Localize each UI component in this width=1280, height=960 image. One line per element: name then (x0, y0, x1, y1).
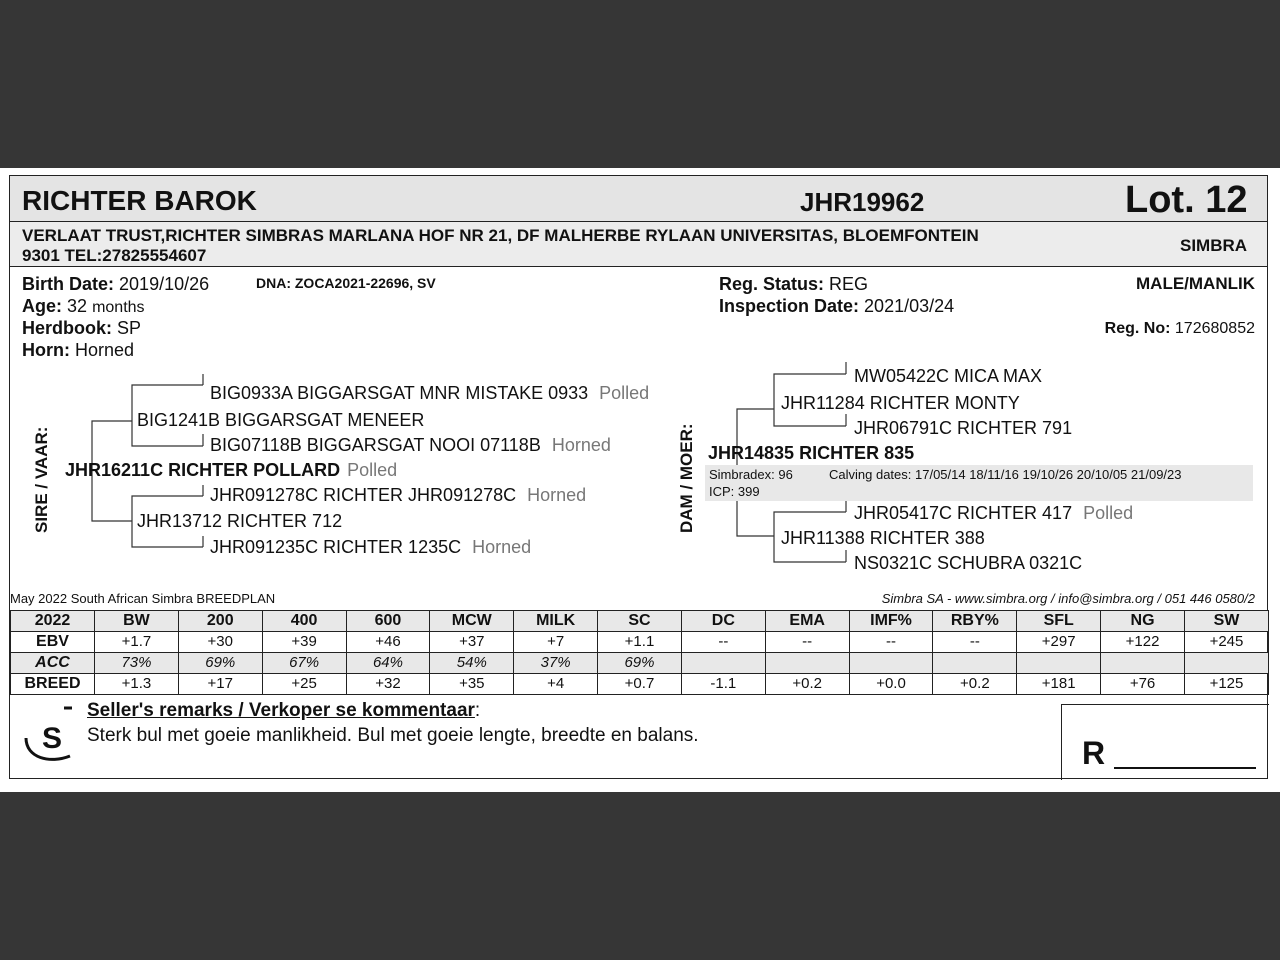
ebv-header-cell: IMF% (849, 611, 933, 632)
sire-sire: BIG1241B BIGGARSGAT MENEER (137, 410, 425, 430)
acc-cell (933, 653, 1017, 674)
breed-cell: -1.1 (681, 674, 765, 695)
breed-cell: +125 (1184, 674, 1268, 695)
acc-cell (765, 653, 849, 674)
catalogue-sheet (0, 168, 1280, 792)
lot-card (9, 175, 1268, 779)
sire-dam-dam-name: JHR091235C RICHTER 1235C (210, 537, 462, 557)
herdbook-label: Herdbook: (22, 318, 112, 338)
breed-cell: +17 (178, 674, 262, 695)
sire-dam-sire-horn: Horned (527, 485, 587, 505)
ebv-cell: -- (765, 632, 849, 653)
breed-cell: +25 (262, 674, 346, 695)
ebv-cell: -- (849, 632, 933, 653)
sire-sire-sire-horn: Polled (599, 383, 650, 403)
ebv-cell: +1.7 (95, 632, 179, 653)
reg-status-value: REG (829, 274, 869, 294)
dam-dam: JHR11388 RICHTER 388 (781, 528, 985, 548)
ebv-table (10, 610, 1269, 695)
remarks-title: Seller's remarks / Verkoper se kommentaar (87, 700, 475, 721)
breed-cell: +0.7 (598, 674, 682, 695)
ebv-cell: +7 (514, 632, 598, 653)
dam-performance-box (705, 465, 1253, 501)
sire-dam-sire (210, 485, 586, 506)
ebv-header-cell: SFL (1017, 611, 1101, 632)
acc-cell: 67% (262, 653, 346, 674)
dam-icp: ICP: 399 (709, 484, 760, 499)
breed-cell: +1.3 (95, 674, 179, 695)
sire-side-label: SIRE / VAAR: (32, 426, 51, 533)
breed-cell: +35 (430, 674, 514, 695)
dam-name: JHR14835 RICHTER 835 (708, 443, 915, 463)
ebv-header-cell: SC (598, 611, 682, 632)
ebv-cell: +39 (262, 632, 346, 653)
acc-cell (1101, 653, 1185, 674)
breed-label: SIMBRA (1180, 236, 1248, 255)
ebv-cell: -- (933, 632, 1017, 653)
dam-side-label: DAM / MOER: (677, 423, 696, 533)
ebv-header-cell: MILK (514, 611, 598, 632)
herdbook-value: SP (117, 318, 142, 338)
ebv-cell: +297 (1017, 632, 1101, 653)
animal-name: RICHTER BAROK (22, 185, 257, 216)
acc-cell: 37% (514, 653, 598, 674)
breed-cell: +0.2 (933, 674, 1017, 695)
acc-row (11, 653, 1269, 674)
sire (65, 460, 397, 481)
sire-dam-sire-name: JHR091278C RICHTER JHR091278C (210, 485, 517, 505)
remarks-text: Sterk bul met goeie manlikheid. Bul met goeie lengte, breedte en balans. (87, 725, 699, 746)
breed-cell: +32 (346, 674, 430, 695)
animal-id: JHR19962 (800, 187, 925, 217)
age-unit: months (92, 299, 145, 316)
sire-sire-dam (210, 435, 611, 456)
inspection-value: 2021/03/24 (864, 296, 955, 316)
breed-cell: BREED (11, 674, 95, 695)
breed-cell: +0.0 (849, 674, 933, 695)
ebv-header-cell: BW (95, 611, 179, 632)
sire-horn: Polled (347, 460, 398, 480)
acc-cell: ACC (11, 653, 95, 674)
price-input-line[interactable] (1114, 767, 1256, 769)
logo-letter: S (42, 722, 63, 755)
sex: MALE/MANLIK (1136, 274, 1255, 293)
lot-number: Lot. 12 (1125, 179, 1248, 221)
ebv-row (11, 632, 1269, 653)
acc-cell (849, 653, 933, 674)
ebv-cell: EBV (11, 632, 95, 653)
owner-line1: VERLAAT TRUST,RICHTER SIMBRAS MARLANA HOF NR 21, DF MALHERBE RYLAAN UNIVERSITAS, BLOEMFONTEIN (22, 226, 979, 245)
remarks-section (10, 698, 1061, 780)
ebv-cell: +122 (1101, 632, 1185, 653)
ebv-header-cell: 200 (178, 611, 262, 632)
reg-no-label: Reg. No: (1104, 320, 1171, 337)
acc-cell: 69% (598, 653, 682, 674)
ebv-header-cell: RBY% (933, 611, 1017, 632)
ebv-header-cell: 600 (346, 611, 430, 632)
dam-simbradex: Simbradex: 96 (709, 467, 793, 482)
ebv-header-cell: MCW (430, 611, 514, 632)
sire-dam-dam-horn: Horned (472, 537, 532, 557)
ebv-cell: +30 (178, 632, 262, 653)
acc-cell: 73% (95, 653, 179, 674)
price-box (1061, 704, 1269, 780)
breed-cell: +181 (1017, 674, 1101, 695)
reg-status-label: Reg. Status: (719, 274, 825, 294)
ebv-header-cell: 2022 (11, 611, 95, 632)
horn-value: Horned (75, 340, 135, 360)
dam-dam-sire-name: JHR05417C RICHTER 417 (854, 503, 1073, 523)
dam-dam-sire-horn: Polled (1083, 503, 1134, 523)
breed-cell: +4 (514, 674, 598, 695)
ebv-cell: +245 (1184, 632, 1268, 653)
dam-calving-dates: Calving dates: 17/05/14 18/11/16 19/10/26 20/10/05 21/09/23 (829, 467, 1182, 482)
breedplan-contact: Simbra SA - www.simbra.org / info@simbra.org / 051 446 0580/2 (881, 591, 1255, 606)
birth-date-label: Birth Date: (22, 274, 115, 294)
acc-cell: 54% (430, 653, 514, 674)
age-label: Age: (22, 296, 62, 316)
sire-dam: JHR13712 RICHTER 712 (137, 511, 343, 531)
sire-dam-dam (210, 537, 531, 558)
breed-cell: +76 (1101, 674, 1185, 695)
sire-sire-sire (210, 383, 649, 404)
breed-cell: +0.2 (765, 674, 849, 695)
sire-sire-sire-name: BIG0933A BIGGARSGAT MNR MISTAKE 0933 (210, 383, 589, 403)
simbra-logo-icon (20, 702, 76, 768)
remarks-heading (87, 700, 480, 722)
acc-cell: 64% (346, 653, 430, 674)
acc-cell (1017, 653, 1101, 674)
inspection-label: Inspection Date: (719, 296, 860, 316)
ebv-header-cell: SW (1184, 611, 1268, 632)
horn-label: Horn: (22, 340, 70, 360)
breedplan-source: May 2022 South African Simbra BREEDPLAN (10, 591, 276, 606)
birth-date-value: 2019/10/26 (119, 274, 210, 294)
ebv-header-cell: DC (681, 611, 765, 632)
ebv-cell: +1.1 (598, 632, 682, 653)
breed-row (11, 674, 1269, 695)
sire-sire-dam-name: BIG07118B BIGGARSGAT NOOI 07118B (210, 435, 541, 455)
dam-dam-dam: NS0321C SCHUBRA 0321C (854, 553, 1083, 573)
acc-cell (1184, 653, 1268, 674)
owner-line2: 9301 TEL:27825554607 (22, 246, 207, 265)
price-symbol: R (1082, 735, 1106, 771)
dam-sire: JHR11284 RICHTER MONTY (781, 393, 1020, 413)
dam-sire-dam: JHR06791C RICHTER 791 (854, 418, 1073, 438)
ebv-cell: -- (681, 632, 765, 653)
acc-cell: 69% (178, 653, 262, 674)
ebv-header-cell: NG (1101, 611, 1185, 632)
ebv-cell: +46 (346, 632, 430, 653)
remarks-colon: : (474, 700, 481, 721)
ebv-header-row (11, 611, 1269, 632)
dna-info: DNA: ZOCA2021-22696, SV (256, 275, 436, 291)
ebv-header-cell: EMA (765, 611, 849, 632)
sire-sire-dam-horn: Horned (551, 435, 611, 455)
ebv-cell: +37 (430, 632, 514, 653)
dam-dam-sire (854, 503, 1133, 524)
reg-no-value: 172680852 (1174, 320, 1255, 337)
sire-name: JHR16211C RICHTER POLLARD (65, 460, 341, 480)
age-value: 32 (67, 296, 88, 316)
dam-sire-sire: MW05422C MICA MAX (854, 366, 1043, 386)
ebv-header-cell: 400 (262, 611, 346, 632)
acc-cell (681, 653, 765, 674)
